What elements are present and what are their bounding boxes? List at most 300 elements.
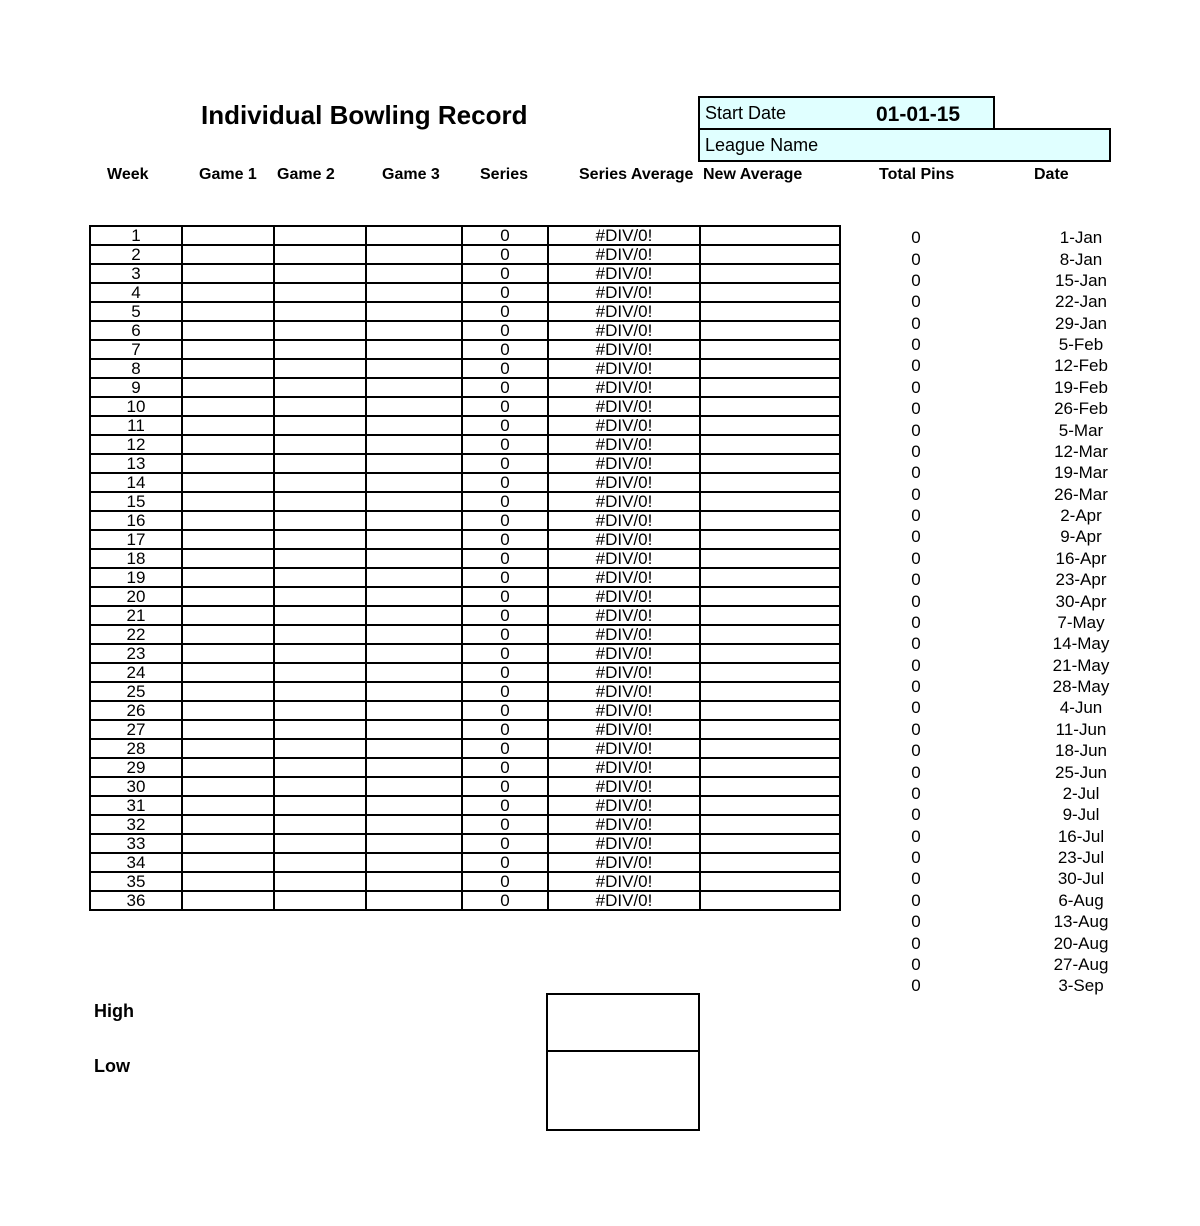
side-row (840, 655, 1170, 676)
game2-cell[interactable] (274, 435, 366, 454)
new-average-cell (700, 511, 840, 530)
table-row (90, 321, 840, 340)
game3-cell[interactable] (366, 758, 462, 777)
game2-cell[interactable] (274, 872, 366, 891)
series-cell: 0 (462, 682, 548, 701)
series-average-cell: #DIV/0! (548, 473, 700, 492)
series-cell: 0 (462, 264, 548, 283)
game2-cell[interactable] (274, 359, 366, 378)
low-value-cell[interactable] (546, 1050, 700, 1131)
table-row (90, 720, 840, 739)
game2-cell[interactable] (274, 625, 366, 644)
side-row (840, 804, 1170, 825)
date-cell: 2-Apr (1060, 506, 1102, 526)
header-new-average: New Average (703, 166, 803, 183)
header-week: Week (107, 166, 149, 183)
game1-cell[interactable] (182, 511, 274, 530)
total-pins-cell: 0 (911, 848, 921, 868)
series-average-cell: #DIV/0! (548, 416, 700, 435)
game1-cell[interactable] (182, 302, 274, 321)
game1-cell[interactable] (182, 644, 274, 663)
game2-cell[interactable] (274, 549, 366, 568)
series-average-cell: #DIV/0! (548, 815, 700, 834)
game1-cell[interactable] (182, 226, 274, 245)
series-average-cell: #DIV/0! (548, 568, 700, 587)
series-average-cell: #DIV/0! (548, 359, 700, 378)
week-cell: 15 (90, 492, 182, 511)
side-row (840, 248, 1170, 269)
game2-cell[interactable] (274, 226, 366, 245)
series-cell: 0 (462, 397, 548, 416)
game2-cell[interactable] (274, 416, 366, 435)
game1-cell[interactable] (182, 606, 274, 625)
week-cell: 4 (90, 283, 182, 302)
game1-cell[interactable] (182, 435, 274, 454)
new-average-cell (700, 663, 840, 682)
series-cell: 0 (462, 435, 548, 454)
side-row (840, 313, 1170, 334)
date-cell: 27-Aug (1053, 954, 1109, 974)
league-name-cell[interactable] (698, 128, 1111, 162)
date-cell: 12-Feb (1054, 356, 1108, 376)
start-date-cell[interactable] (698, 96, 995, 130)
game3-cell[interactable] (366, 226, 462, 245)
side-row (840, 783, 1170, 804)
series-average-cell: #DIV/0! (548, 245, 700, 264)
game2-cell[interactable] (274, 340, 366, 359)
game1-cell[interactable] (182, 473, 274, 492)
game3-cell[interactable] (366, 530, 462, 549)
series-average-cell: #DIV/0! (548, 378, 700, 397)
header-game3: Game 3 (382, 166, 440, 183)
total-pins-cell: 0 (911, 441, 921, 461)
new-average-cell (700, 644, 840, 663)
game2-cell[interactable] (274, 492, 366, 511)
side-row (840, 612, 1170, 633)
start-date-value[interactable]: 01-01-15 (876, 103, 961, 126)
series-cell: 0 (462, 739, 548, 758)
series-average-cell: #DIV/0! (548, 777, 700, 796)
league-name-label: League Name (705, 135, 819, 155)
game1-cell[interactable] (182, 720, 274, 739)
series-cell: 0 (462, 568, 548, 587)
week-cell: 30 (90, 777, 182, 796)
game2-cell[interactable] (274, 739, 366, 758)
header-series-average: Series Average (579, 166, 694, 183)
new-average-cell (700, 872, 840, 891)
series-cell: 0 (462, 454, 548, 473)
game3-cell[interactable] (366, 397, 462, 416)
total-pins-cell: 0 (911, 655, 921, 675)
week-cell: 24 (90, 663, 182, 682)
date-cell: 29-Jan (1055, 313, 1107, 333)
total-pins-cell: 0 (911, 954, 921, 974)
table-row (90, 872, 840, 891)
date-cell: 30-Jul (1057, 869, 1105, 889)
game3-cell[interactable] (366, 872, 462, 891)
high-value-cell[interactable] (546, 993, 700, 1052)
series-average-cell: #DIV/0! (548, 853, 700, 872)
week-cell: 26 (90, 701, 182, 720)
series-cell: 0 (462, 245, 548, 264)
game2-cell[interactable] (274, 378, 366, 397)
series-cell: 0 (462, 644, 548, 663)
game3-cell[interactable] (366, 245, 462, 264)
game2-cell[interactable] (274, 758, 366, 777)
table-row (90, 891, 840, 910)
week-cell: 11 (90, 416, 182, 435)
side-row (840, 932, 1170, 953)
game3-cell[interactable] (366, 492, 462, 511)
side-row (840, 334, 1170, 355)
game2-cell[interactable] (274, 834, 366, 853)
game1-cell[interactable] (182, 340, 274, 359)
total-pins-cell: 0 (911, 719, 921, 739)
date-cell: 19-Mar (1054, 463, 1108, 483)
new-average-cell (700, 606, 840, 625)
total-pins-cell: 0 (911, 292, 921, 312)
bowling-grid (89, 225, 841, 911)
series-cell: 0 (462, 587, 548, 606)
week-cell: 35 (90, 872, 182, 891)
side-row (840, 355, 1170, 376)
game1-cell[interactable] (182, 530, 274, 549)
series-cell: 0 (462, 834, 548, 853)
game2-cell[interactable] (274, 245, 366, 264)
game3-cell[interactable] (366, 815, 462, 834)
side-row (840, 441, 1170, 462)
game3-cell[interactable] (366, 587, 462, 606)
series-average-cell: #DIV/0! (548, 872, 700, 891)
game3-cell[interactable] (366, 359, 462, 378)
game1-cell[interactable] (182, 549, 274, 568)
new-average-cell (700, 720, 840, 739)
week-cell: 19 (90, 568, 182, 587)
date-cell: 9-Apr (1060, 527, 1102, 547)
side-row (840, 398, 1170, 419)
game2-cell[interactable] (274, 530, 366, 549)
series-average-cell: #DIV/0! (548, 663, 700, 682)
new-average-cell (700, 492, 840, 511)
game2-cell[interactable] (274, 796, 366, 815)
week-cell: 18 (90, 549, 182, 568)
week-cell: 34 (90, 853, 182, 872)
game1-cell[interactable] (182, 872, 274, 891)
series-average-cell: #DIV/0! (548, 834, 700, 853)
new-average-cell (700, 397, 840, 416)
game1-cell[interactable] (182, 815, 274, 834)
game2-cell[interactable] (274, 682, 366, 701)
game2-cell[interactable] (274, 644, 366, 663)
game1-cell[interactable] (182, 891, 274, 910)
series-cell: 0 (462, 758, 548, 777)
week-cell: 1 (90, 226, 182, 245)
game3-cell[interactable] (366, 435, 462, 454)
game2-cell[interactable] (274, 815, 366, 834)
series-cell: 0 (462, 625, 548, 644)
series-average-cell: #DIV/0! (548, 720, 700, 739)
game2-cell[interactable] (274, 701, 366, 720)
game1-cell[interactable] (182, 777, 274, 796)
series-cell: 0 (462, 321, 548, 340)
series-average-cell: #DIV/0! (548, 264, 700, 283)
week-cell: 29 (90, 758, 182, 777)
date-cell: 11-Jun (1055, 719, 1107, 739)
side-columns (840, 227, 1170, 997)
week-cell: 22 (90, 625, 182, 644)
table-row (90, 549, 840, 568)
game2-cell[interactable] (274, 663, 366, 682)
week-cell: 36 (90, 891, 182, 910)
game3-cell[interactable] (366, 378, 462, 397)
new-average-cell (700, 758, 840, 777)
week-cell: 33 (90, 834, 182, 853)
total-pins-cell: 0 (911, 976, 921, 996)
game2-cell[interactable] (274, 283, 366, 302)
series-average-cell: #DIV/0! (548, 454, 700, 473)
game3-cell[interactable] (366, 473, 462, 492)
week-cell: 20 (90, 587, 182, 606)
game2-cell[interactable] (274, 473, 366, 492)
game2-cell[interactable] (274, 397, 366, 416)
series-cell: 0 (462, 416, 548, 435)
game3-cell[interactable] (366, 321, 462, 340)
week-cell: 7 (90, 340, 182, 359)
game3-cell[interactable] (366, 663, 462, 682)
side-row (840, 484, 1170, 505)
game1-cell[interactable] (182, 492, 274, 511)
table-row (90, 511, 840, 530)
game3-cell[interactable] (366, 340, 462, 359)
side-row (840, 377, 1170, 398)
game3-cell[interactable] (366, 416, 462, 435)
series-average-cell: #DIV/0! (548, 606, 700, 625)
table-row (90, 701, 840, 720)
date-cell: 23-Apr (1055, 570, 1107, 590)
game2-cell[interactable] (274, 587, 366, 606)
game2-cell[interactable] (274, 321, 366, 340)
game3-cell[interactable] (366, 625, 462, 644)
game3-cell[interactable] (366, 283, 462, 302)
new-average-cell (700, 416, 840, 435)
game1-cell[interactable] (182, 701, 274, 720)
new-average-cell (700, 796, 840, 815)
new-average-cell (700, 739, 840, 758)
game2-cell[interactable] (274, 891, 366, 910)
game3-cell[interactable] (366, 891, 462, 910)
game1-cell[interactable] (182, 625, 274, 644)
series-cell: 0 (462, 549, 548, 568)
series-cell: 0 (462, 492, 548, 511)
table-row (90, 644, 840, 663)
game3-cell[interactable] (366, 454, 462, 473)
table-row (90, 397, 840, 416)
game3-cell[interactable] (366, 834, 462, 853)
total-pins-cell: 0 (911, 591, 921, 611)
total-pins-cell: 0 (911, 506, 921, 526)
date-cell: 7-May (1057, 612, 1105, 632)
game2-cell[interactable] (274, 777, 366, 796)
total-pins-cell: 0 (911, 463, 921, 483)
series-average-cell: #DIV/0! (548, 340, 700, 359)
game3-cell[interactable] (366, 568, 462, 587)
side-row (840, 526, 1170, 547)
table-row (90, 340, 840, 359)
page-title: Individual Bowling Record (201, 100, 528, 130)
game2-cell[interactable] (274, 264, 366, 283)
new-average-cell (700, 226, 840, 245)
game2-cell[interactable] (274, 606, 366, 625)
date-cell: 9-Jul (1062, 805, 1100, 825)
game3-cell[interactable] (366, 796, 462, 815)
low-label: Low (94, 1056, 130, 1076)
game3-cell[interactable] (366, 511, 462, 530)
game2-cell[interactable] (274, 454, 366, 473)
total-pins-cell: 0 (911, 826, 921, 846)
table-row (90, 359, 840, 378)
game1-cell[interactable] (182, 283, 274, 302)
side-row (840, 847, 1170, 868)
side-row (840, 462, 1170, 483)
total-pins-cell: 0 (911, 912, 921, 932)
game3-cell[interactable] (366, 739, 462, 758)
side-row (840, 740, 1170, 761)
table-row (90, 625, 840, 644)
total-pins-cell: 0 (911, 484, 921, 504)
series-average-cell: #DIV/0! (548, 511, 700, 530)
new-average-cell (700, 549, 840, 568)
series-cell: 0 (462, 720, 548, 739)
side-row (840, 633, 1170, 654)
game2-cell[interactable] (274, 302, 366, 321)
game1-cell[interactable] (182, 397, 274, 416)
game1-cell[interactable] (182, 359, 274, 378)
game1-cell[interactable] (182, 739, 274, 758)
game3-cell[interactable] (366, 853, 462, 872)
series-cell: 0 (462, 853, 548, 872)
game1-cell[interactable] (182, 568, 274, 587)
game3-cell[interactable] (366, 644, 462, 663)
game3-cell[interactable] (366, 302, 462, 321)
table-row (90, 283, 840, 302)
date-cell: 12-Mar (1054, 441, 1108, 461)
series-average-cell: #DIV/0! (548, 625, 700, 644)
week-cell: 6 (90, 321, 182, 340)
start-date-label: Start Date (705, 103, 787, 123)
game2-cell[interactable] (274, 853, 366, 872)
date-cell: 16-Apr (1055, 548, 1107, 568)
total-pins-cell: 0 (911, 249, 921, 269)
week-cell: 2 (90, 245, 182, 264)
date-cell: 8-Jan (1059, 249, 1103, 269)
new-average-cell (700, 834, 840, 853)
series-average-cell: #DIV/0! (548, 682, 700, 701)
game3-cell[interactable] (366, 777, 462, 796)
game3-cell[interactable] (366, 720, 462, 739)
date-cell: 18-Jun (1055, 741, 1107, 761)
series-average-cell: #DIV/0! (548, 226, 700, 245)
game1-cell[interactable] (182, 796, 274, 815)
game3-cell[interactable] (366, 606, 462, 625)
game1-cell[interactable] (182, 834, 274, 853)
table-row (90, 302, 840, 321)
side-row (840, 548, 1170, 569)
total-pins-cell: 0 (911, 399, 921, 419)
date-cell: 2-Jul (1062, 783, 1100, 803)
series-average-cell: #DIV/0! (548, 283, 700, 302)
new-average-cell (700, 701, 840, 720)
side-row (840, 911, 1170, 932)
game1-cell[interactable] (182, 682, 274, 701)
series-cell: 0 (462, 473, 548, 492)
series-average-cell: #DIV/0! (548, 397, 700, 416)
game1-cell[interactable] (182, 853, 274, 872)
total-pins-cell: 0 (911, 548, 921, 568)
side-row (840, 270, 1170, 291)
series-average-cell: #DIV/0! (548, 587, 700, 606)
date-cell: 6-Aug (1058, 890, 1104, 910)
game1-cell[interactable] (182, 416, 274, 435)
new-average-cell (700, 587, 840, 606)
table-row (90, 663, 840, 682)
week-cell: 25 (90, 682, 182, 701)
series-average-cell: #DIV/0! (548, 321, 700, 340)
game3-cell[interactable] (366, 701, 462, 720)
date-cell: 26-Mar (1054, 484, 1108, 504)
game1-cell[interactable] (182, 663, 274, 682)
new-average-cell (700, 378, 840, 397)
series-average-cell: #DIV/0! (548, 549, 700, 568)
game1-cell[interactable] (182, 245, 274, 264)
total-pins-cell: 0 (911, 570, 921, 590)
table-row (90, 834, 840, 853)
game2-cell[interactable] (274, 568, 366, 587)
table-row (90, 245, 840, 264)
game2-cell[interactable] (274, 720, 366, 739)
game1-cell[interactable] (182, 321, 274, 340)
table-row (90, 492, 840, 511)
game1-cell[interactable] (182, 758, 274, 777)
table-row (90, 682, 840, 701)
total-pins-cell: 0 (911, 420, 921, 440)
series-cell: 0 (462, 815, 548, 834)
side-row (840, 227, 1170, 248)
game3-cell[interactable] (366, 264, 462, 283)
header-series: Series (480, 166, 529, 183)
series-cell: 0 (462, 530, 548, 549)
game1-cell[interactable] (182, 378, 274, 397)
date-cell: 5-Mar (1058, 420, 1104, 440)
game2-cell[interactable] (274, 511, 366, 530)
game1-cell[interactable] (182, 264, 274, 283)
date-cell: 26-Feb (1054, 399, 1108, 419)
game1-cell[interactable] (182, 587, 274, 606)
series-cell: 0 (462, 701, 548, 720)
week-cell: 10 (90, 397, 182, 416)
game1-cell[interactable] (182, 454, 274, 473)
side-row (840, 569, 1170, 590)
game3-cell[interactable] (366, 682, 462, 701)
table-row (90, 435, 840, 454)
date-cell: 28-May (1052, 677, 1110, 697)
side-row (840, 419, 1170, 440)
side-row (840, 954, 1170, 975)
game3-cell[interactable] (366, 549, 462, 568)
series-cell: 0 (462, 340, 548, 359)
week-cell: 3 (90, 264, 182, 283)
week-cell: 27 (90, 720, 182, 739)
total-pins-cell: 0 (911, 783, 921, 803)
